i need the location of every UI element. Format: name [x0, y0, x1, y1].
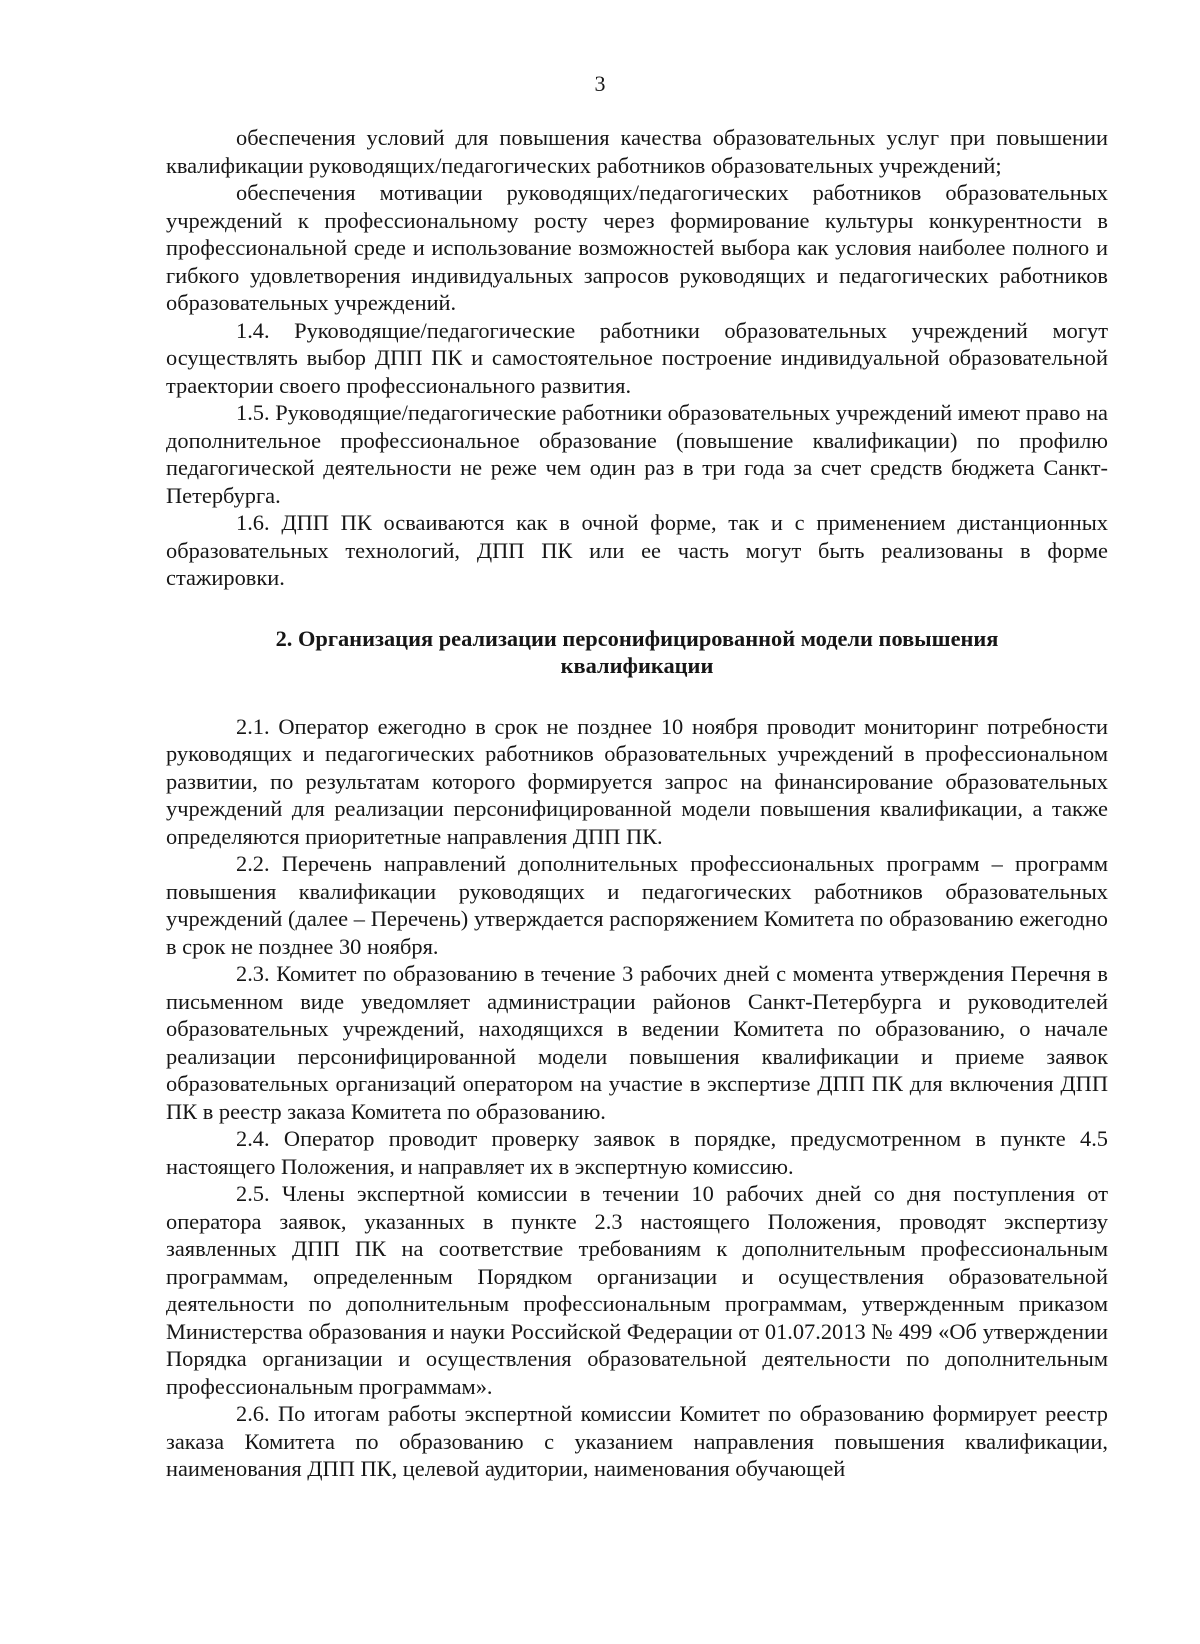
page-number: 3	[594, 71, 606, 96]
paragraph: 2.2. Перечень направлений дополнительных профессиональных программ – программ повышения квалификации руководящих и педагогических работников образовательных учреждений (далее – Перечень) утверждается распоряжением Комитета по образованию ежегодно в срок не позднее 30 ноября.	[166, 851, 1108, 959]
paragraph: 2.3. Комитет по образованию в течение 3 рабочих дней с момента утверждения Перечня в письменном виде уведомляет администрации районов Санкт-Петербурга и руководителей образовательных учреждений, находящихся в ведении Комитета по образованию, о начале реализации персонифицированной модели повышения квалификации и приеме заявок образовательных организаций оператором на участие в экспертизе ДПП ПК для включения ДПП ПК в реестр заказа Комитета по образованию.	[166, 961, 1108, 1124]
paragraph: 1.5. Руководящие/педагогические работники образовательных учреждений имеют право на дополнительное профессиональное образование (повышение квалификации) по профилю педагогической деятельности не реже чем один раз в три года за счет средств бюджета Санкт-Петербурга.	[166, 400, 1108, 508]
document-body	[166, 124, 1108, 1483]
section-title: 2. Организация реализации персонифицированной модели повышения квалификации	[275, 625, 999, 678]
paragraph: обеспечения условий для повышения качества образовательных услуг при повышении квалификации руководящих/педагогических работников образовательных учреждений;	[166, 125, 1108, 178]
paragraph: 2.6. По итогам работы экспертной комиссии Комитет по образованию формирует реестр заказа Комитета по образованию с указанием направления повышения квалификации, наименования ДПП ПК, целевой аудитории, наименования обучающей	[166, 1401, 1108, 1481]
paragraph: 1.6. ДПП ПК осваиваются как в очной форме, так и с применением дистанционных образовательных технологий, ДПП ПК или ее часть могут быть реализованы в форме стажировки.	[166, 510, 1108, 590]
paragraph: обеспечения мотивации руководящих/педагогических работников образовательных учреждений к профессиональному росту через формирование культуры конкурентности в профессиональной среде и использование возможностей выбора как условия наиболее полного и гибкого удовлетворения индивидуальных запросов руководящих и педагогических работников образовательных учреждений.	[166, 180, 1108, 315]
paragraph: 2.5. Члены экспертной комиссии в течении 10 рабочих дней со дня поступления от оператора заявок, указанных в пункте 2.3 настоящего Положения, проводят экспертизу заявленных ДПП ПК на соответствие требованиям к дополнительным профессиональным программам, определенным Порядком организации и осуществления образовательной деятельности по дополнительным профессиональным программам, утвержденным приказом Министерства образования и науки Российской Федерации от 01.07.2013 № 499 «Об утверждении Порядка организации и осуществления образовательной деятельности по дополнительным профессиональным программам».	[166, 1181, 1108, 1399]
paragraph: 2.4. Оператор проводит проверку заявок в порядке, предусмотренном в пункте 4.5 настоящего Положения, и направляет их в экспертную комиссию.	[166, 1126, 1108, 1179]
paragraph: 1.4. Руководящие/педагогические работники образовательных учреждений могут осуществлять выбор ДПП ПК и самостоятельное построение индивидуальной образовательной траектории своего профессионального развития.	[166, 317, 1108, 398]
paragraph: 2.1. Оператор ежегодно в срок не позднее 10 ноября проводит мониторинг потребности руководящих и педагогических работников образовательных учреждений в профессиональном развитии, по результатам которого формируется запрос на финансирование образовательных учреждений для реализации персонифицированной модели повышения квалификации, а также определяются приоритетные направления ДПП ПК.	[166, 713, 1108, 849]
